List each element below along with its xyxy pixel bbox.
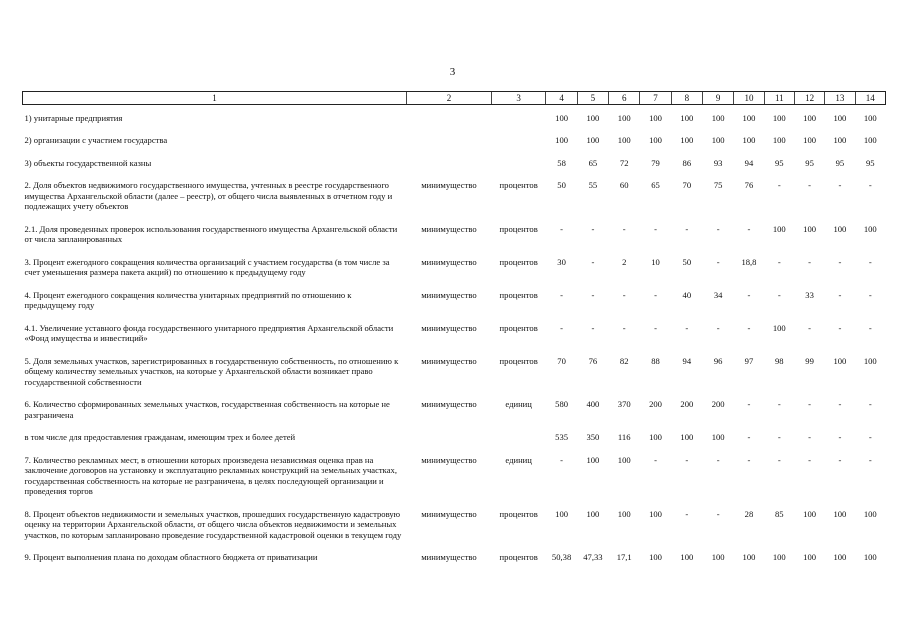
indicator-value: 28 (744, 508, 754, 519)
indicator-description: 9. Процент выполнения плана по доходам областного бюджета от приватизации (24, 552, 318, 563)
indicator-value: 100 (680, 135, 694, 146)
indicator-description: 8. Процент объектов недвижимости и земельных участков, прошедших государственную кадастровую оценку на территории Архангельской области, от общего числа объектов недвижимости и земельных участков, по которым запланировано проведение государственной кадастровой оценки в текущем году (24, 508, 402, 540)
table-row (23, 282, 886, 315)
indicator-description: 6. Количество сформированных земельных участков, государственная собственность на которые не разграничена (24, 399, 390, 420)
indicator-value: 47,33 (583, 552, 603, 563)
indicator-value: 93 (713, 157, 723, 168)
indicator-value: - (747, 399, 751, 410)
indicator-value: 100 (863, 223, 877, 234)
unit-of-measure: единиц (505, 399, 532, 410)
indicator-value: - (777, 289, 781, 300)
indicator-value: 95 (774, 157, 784, 168)
header-row (23, 92, 886, 105)
indicator-value: 100 (863, 135, 877, 146)
unit-of-measure (491, 424, 546, 446)
indicator-value: - (838, 256, 842, 267)
table-row (23, 216, 886, 249)
indicator-value: 535 (555, 432, 569, 443)
column-header: 8 (671, 92, 702, 105)
indicator-value: 55 (588, 180, 598, 191)
unit-of-measure: единиц (505, 454, 532, 465)
indicator-description: в том числе для предоставления гражданам, имеющим трех и более детей (24, 432, 296, 443)
indicator-value: 100 (742, 552, 756, 563)
indicator-value: 100 (617, 113, 631, 123)
indicator-value: - (716, 223, 720, 234)
indicator-value: 97 (744, 355, 754, 366)
unit-of-measure: процентов (499, 180, 538, 191)
indicator-value: 100 (772, 552, 786, 563)
indicator-value: 100 (863, 552, 877, 563)
indicator-value: - (622, 322, 626, 333)
column-header: 6 (609, 92, 640, 105)
unit-of-measure: процентов (499, 289, 538, 300)
indicator-value: - (777, 432, 781, 443)
table-row (23, 105, 886, 128)
column-header: 9 (703, 92, 734, 105)
indicator-value: - (591, 256, 595, 267)
responsible-executor (407, 150, 492, 172)
indicator-value: - (808, 432, 812, 443)
indicator-description: 7. Количество рекламных мест, в отношении которых произведена независимая оценка прав на заключение договоров на установку и эксплуатацию рекламных конструкций на земельных участках, государственная собственность на которые не разграничена, в целях последующей организации и проведения торгов (24, 454, 397, 497)
indicator-value: 100 (649, 552, 662, 563)
indicator-value: 100 (772, 322, 786, 333)
indicator-value: 34 (713, 289, 723, 300)
unit-of-measure: процентов (499, 322, 538, 333)
responsible-executor: минимущество (421, 223, 477, 234)
indicator-value: 100 (803, 552, 817, 563)
indicator-value: - (838, 399, 842, 410)
unit-of-measure: процентов (499, 223, 538, 234)
indicator-value: 100 (586, 454, 600, 465)
responsible-executor (407, 105, 492, 128)
indicator-value: 400 (586, 399, 600, 410)
indicator-description: 2.1. Доля проведенных проверок использования государственного имущества Архангельской области от числа запланированных (24, 223, 398, 245)
indicator-value: 94 (682, 355, 692, 366)
table-row (23, 501, 886, 544)
indicator-value: - (838, 289, 842, 300)
indicator-value: - (777, 454, 781, 465)
responsible-executor: минимущество (421, 552, 477, 563)
indicator-value: 100 (803, 223, 817, 234)
unit-of-measure: процентов (499, 508, 538, 519)
indicator-value: 100 (649, 508, 662, 519)
indicator-value: - (868, 322, 872, 333)
indicator-value: 95 (835, 157, 845, 168)
indicator-description: 4.1. Увеличение уставного фонда государственного унитарного предприятия Архангельской области «Фонд имущества и инвестиций» (24, 322, 394, 344)
indicator-value: - (747, 223, 751, 234)
indicator-value: 79 (651, 157, 660, 168)
indicator-description: 2) организации с участием государства (24, 135, 168, 146)
indicator-value: 116 (617, 432, 631, 443)
indicator-value: 50,38 (551, 552, 572, 563)
indicator-value: 58 (557, 157, 566, 168)
indicator-value: - (838, 432, 842, 443)
indicator-value: 100 (711, 432, 725, 443)
table-row (23, 424, 886, 446)
indicator-value: 100 (863, 508, 877, 519)
responsible-executor: минимущество (421, 180, 477, 191)
column-header: 12 (794, 92, 824, 105)
column-header: 7 (640, 92, 671, 105)
indicator-value: 95 (805, 157, 814, 168)
indicator-value: - (591, 223, 595, 234)
responsible-executor: минимущество (421, 399, 477, 410)
indicator-value: 100 (803, 508, 817, 519)
table-row (23, 249, 886, 282)
responsible-executor: минимущество (421, 256, 477, 267)
indicator-value: - (808, 180, 812, 191)
indicator-value: 100 (742, 113, 756, 123)
indicator-value: - (560, 454, 564, 465)
indicator-value: - (560, 322, 564, 333)
indicator-value: 100 (680, 432, 694, 443)
indicator-value: 60 (619, 180, 629, 191)
indicator-value: 370 (617, 399, 631, 410)
indicator-value: 100 (833, 355, 847, 366)
indicator-value: 98 (774, 355, 784, 366)
table-row (23, 391, 886, 424)
indicator-value: 40 (682, 289, 692, 300)
indicator-value: - (777, 399, 781, 410)
indicator-value: 100 (833, 508, 847, 519)
responsible-executor: минимущество (421, 322, 477, 333)
unit-of-measure (491, 105, 546, 128)
indicator-value: 580 (555, 399, 569, 410)
indicator-value: - (591, 322, 595, 333)
responsible-executor: минимущество (421, 289, 477, 300)
indicator-value: 17,1 (616, 552, 632, 563)
indicator-value: 350 (586, 432, 600, 443)
indicator-value: - (654, 322, 657, 333)
indicator-value: - (868, 399, 872, 410)
indicator-value: 100 (555, 508, 569, 519)
responsible-executor: минимущество (421, 508, 477, 519)
indicator-value: - (560, 289, 564, 300)
column-header: 14 (855, 92, 885, 105)
column-header: 13 (825, 92, 855, 105)
unit-of-measure (491, 150, 546, 172)
indicator-value: - (868, 180, 872, 191)
unit-of-measure: процентов (499, 355, 538, 366)
indicator-description: 1) унитарные предприятия (24, 113, 123, 123)
responsible-executor: минимущество (421, 355, 477, 366)
indicator-value: - (808, 399, 812, 410)
column-header: 2 (407, 92, 492, 105)
indicator-value: 100 (649, 113, 662, 123)
indicator-value: - (560, 223, 564, 234)
column-header: 1 (23, 92, 407, 105)
indicator-value: 100 (772, 113, 786, 123)
indicator-value: 65 (588, 157, 598, 168)
indicator-value: - (716, 508, 720, 519)
indicator-value: - (716, 454, 720, 465)
indicator-value: - (716, 322, 720, 333)
indicator-value: - (838, 322, 842, 333)
indicator-value: - (747, 322, 751, 333)
indicator-value: 82 (619, 355, 629, 366)
indicator-value: 50 (682, 256, 692, 267)
indicator-value: - (685, 223, 689, 234)
responsible-executor (407, 424, 492, 446)
indicator-value: 100 (586, 135, 600, 146)
indicator-value: - (654, 289, 657, 300)
indicator-value: - (808, 454, 812, 465)
indicator-value: 100 (649, 432, 662, 443)
indicator-value: - (685, 508, 689, 519)
indicator-value: 70 (682, 180, 692, 191)
indicator-value: - (868, 256, 872, 267)
indicator-value: 100 (649, 135, 662, 146)
table-row (23, 544, 886, 566)
indicator-value: 100 (833, 552, 847, 563)
indicator-value: 100 (803, 135, 817, 146)
column-header: 5 (577, 92, 608, 105)
table-row (23, 348, 886, 391)
indicator-value: 200 (649, 399, 662, 410)
indicator-value: - (685, 322, 689, 333)
indicator-value: 100 (833, 223, 847, 234)
indicator-value: - (747, 432, 751, 443)
indicator-value: 100 (711, 552, 725, 563)
indicator-value: 95 (865, 157, 875, 168)
indicator-description: 3. Процент ежегодного сокращения количества организаций с участием государства (в том числе за счет уменьшения размера пакета акций) по отношению к предыдущему году (24, 256, 390, 278)
indicator-value: - (622, 289, 626, 300)
indicator-value: 99 (805, 355, 814, 366)
indicator-value: 88 (651, 355, 660, 366)
indicator-value: 76 (588, 355, 598, 366)
column-header: 11 (764, 92, 794, 105)
unit-of-measure: процентов (499, 256, 538, 267)
indicator-description: 4. Процент ежегодного сокращения количества унитарных предприятий по отношению к предыдущему году (24, 289, 352, 311)
indicator-value: - (868, 432, 872, 443)
indicator-value: - (868, 454, 872, 465)
indicator-value: 100 (863, 113, 877, 123)
indicator-value: - (777, 180, 781, 191)
indicator-value: 50 (557, 180, 566, 191)
indicator-value: - (622, 223, 626, 234)
indicator-value: - (747, 454, 751, 465)
indicator-value: 76 (744, 180, 754, 191)
indicator-value: - (838, 180, 842, 191)
indicator-value: 100 (772, 223, 786, 234)
indicator-value: 96 (713, 355, 723, 366)
indicator-value: 100 (617, 135, 631, 146)
indicator-value: 100 (803, 113, 817, 123)
indicator-value: 33 (805, 289, 814, 300)
indicator-description: 2. Доля объектов недвижимого государственного имущества, учтенных в реестре государственного имущества Архангельской области (далее – реестр), от общего числа выявленных в отчетном году и подлежащих учету объектов (24, 180, 393, 212)
indicator-value: 100 (863, 355, 877, 366)
table-row (23, 150, 886, 172)
indicator-value: 70 (557, 355, 566, 366)
indicator-value: - (716, 256, 720, 267)
indicator-value: 100 (586, 113, 600, 123)
indicator-value: 2 (622, 256, 627, 267)
column-header: 10 (734, 92, 764, 105)
unit-of-measure: процентов (499, 552, 538, 563)
indicator-value: 30 (557, 256, 566, 267)
indicator-value: - (808, 256, 812, 267)
indicator-value: 100 (680, 552, 694, 563)
indicator-value: 100 (617, 508, 631, 519)
indicator-value: 85 (774, 508, 784, 519)
unit-of-measure (491, 127, 546, 149)
indicator-value: 100 (680, 113, 694, 123)
table-row (23, 172, 886, 215)
indicator-value: 72 (619, 157, 629, 168)
indicator-value: 100 (555, 113, 569, 123)
table-row (23, 315, 886, 348)
indicator-value: 100 (833, 113, 847, 123)
indicator-value: 94 (744, 157, 754, 168)
indicator-value: - (654, 454, 657, 465)
indicator-value: - (838, 454, 842, 465)
responsible-executor: минимущество (421, 454, 477, 465)
indicator-value: 75 (713, 180, 723, 191)
indicator-value: 100 (833, 135, 847, 146)
indicator-value: 100 (711, 135, 725, 146)
indicator-value: 100 (555, 135, 569, 146)
indicator-value: 86 (682, 157, 692, 168)
indicator-value: - (685, 454, 689, 465)
page-number: 3 (449, 66, 456, 78)
indicator-value: 65 (651, 180, 660, 191)
indicator-value: - (747, 289, 751, 300)
indicator-value: 100 (711, 113, 725, 123)
indicator-value: 200 (711, 399, 725, 410)
indicator-value: 100 (586, 508, 600, 519)
indicator-value: 200 (680, 399, 694, 410)
indicators-table (22, 91, 886, 567)
column-header: 3 (491, 92, 546, 105)
indicator-value: 100 (617, 454, 631, 465)
indicator-value: - (654, 223, 657, 234)
table-row (23, 447, 886, 501)
column-header: 4 (546, 92, 577, 105)
indicator-value: 100 (742, 135, 756, 146)
indicator-value: - (808, 322, 812, 333)
indicator-value: - (777, 256, 781, 267)
indicator-value: - (591, 289, 595, 300)
indicator-value: - (868, 289, 872, 300)
indicator-value: 18,8 (741, 256, 757, 267)
indicator-value: 100 (772, 135, 786, 146)
indicator-value: 10 (651, 256, 660, 267)
indicator-description: 5. Доля земельных участков, зарегистрированных в государственную собственность, по отношению к общему количеству земельных участков, на которые у Архангельской области возникает право государственной собственности (24, 355, 399, 387)
table-row (23, 127, 886, 149)
responsible-executor (407, 127, 492, 149)
indicator-description: 3) объекты государственной казны (24, 157, 152, 168)
